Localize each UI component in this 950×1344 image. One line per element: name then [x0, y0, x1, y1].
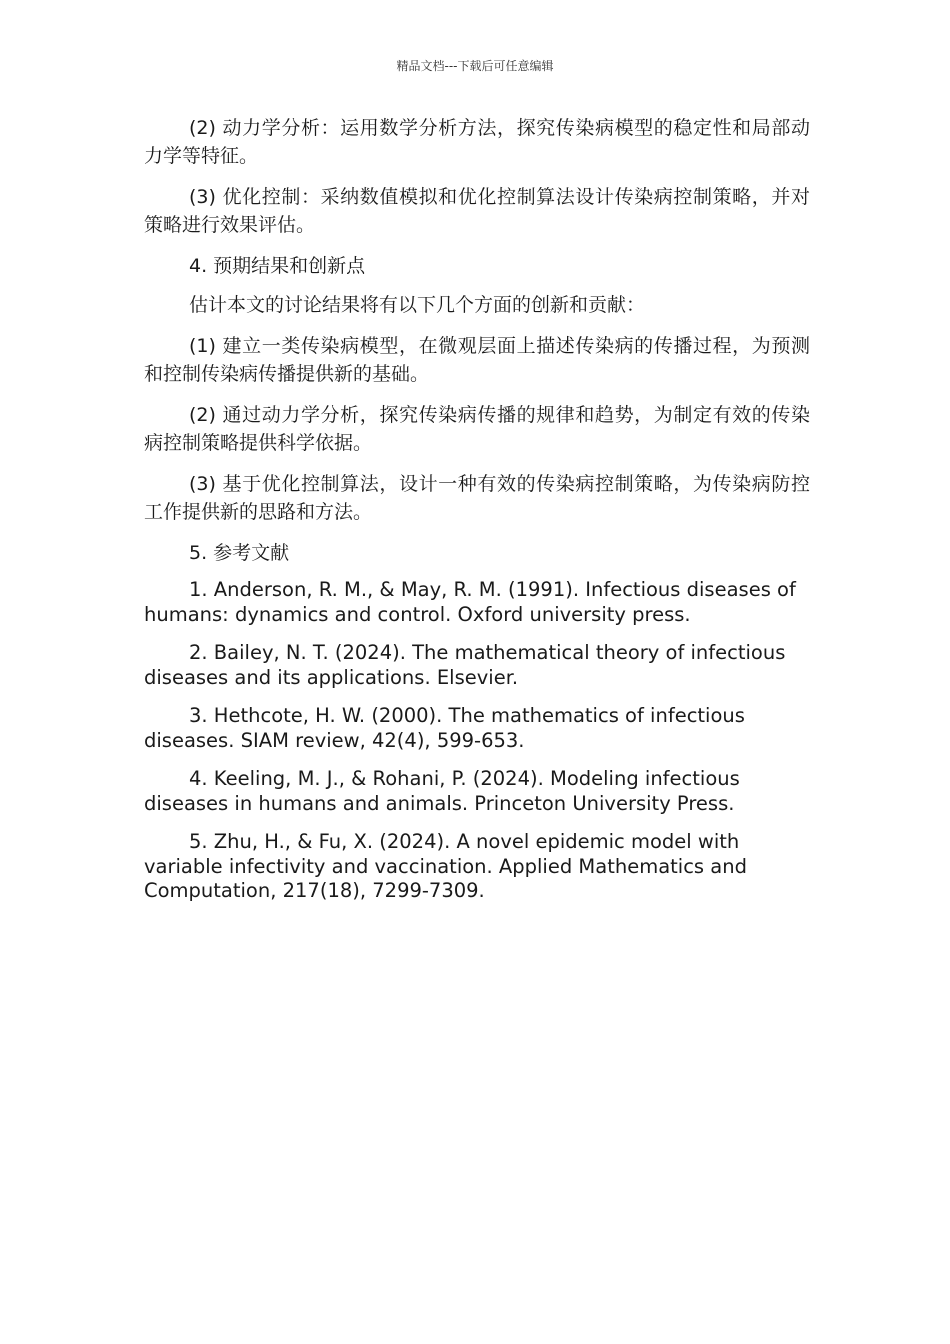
- paragraph-contributions-intro: 估计本文的讨论结果将有以下几个方面的创新和贡献：: [189, 294, 646, 316]
- section-heading-references: 5. 参考文献: [189, 542, 290, 564]
- reference-item: 1. Anderson, R. M., & May, R. M. (1991). Infectious diseases of humans: dynamics and control. Oxford university press.: [144, 578, 796, 626]
- page-header: 精品文档---下载后可任意编辑: [396, 59, 554, 73]
- reference-item: 3. Hethcote, H. W. (2000). The mathematics of infectious diseases. SIAM review, 42(4), 599-653.: [144, 704, 745, 752]
- reference-item: 2. Bailey, N. T. (2024). The mathematical theory of infectious diseases and its applications. Elsevier.: [144, 641, 786, 689]
- paragraph-dynamics-analysis: (2) 动力学分析：运用数学分析方法，探究传染病模型的稳定性和局部动力学等特征。: [144, 117, 810, 167]
- paragraph-contribution-3: (3) 基于优化控制算法，设计一种有效的传染病控制策略，为传染病防控工作提供新的思路和方法。: [144, 473, 810, 523]
- paragraph-contribution-1: (1) 建立一类传染病模型，在微观层面上描述传染病的传播过程，为预测和控制传染病传播提供新的基础。: [144, 335, 810, 385]
- reference-item: 4. Keeling, M. J., & Rohani, P. (2024). Modeling infectious diseases in humans and animals. Princeton University Press.: [144, 767, 740, 815]
- section-heading-expected-results: 4. 预期结果和创新点: [189, 255, 366, 277]
- reference-item: 5. Zhu, H., & Fu, X. (2024). A novel epidemic model with variable infectivity and vaccination. Applied Mathematics and Computation, 217(18), 7299-7309.: [144, 830, 747, 902]
- paragraph-contribution-2: (2) 通过动力学分析，探究传染病传播的规律和趋势，为制定有效的传染病控制策略提供科学依据。: [144, 404, 810, 454]
- document-body: [144, 114, 810, 918]
- paragraph-optimal-control: (3) 优化控制：采纳数值模拟和优化控制算法设计传染病控制策略，并对策略进行效果评估。: [144, 186, 810, 236]
